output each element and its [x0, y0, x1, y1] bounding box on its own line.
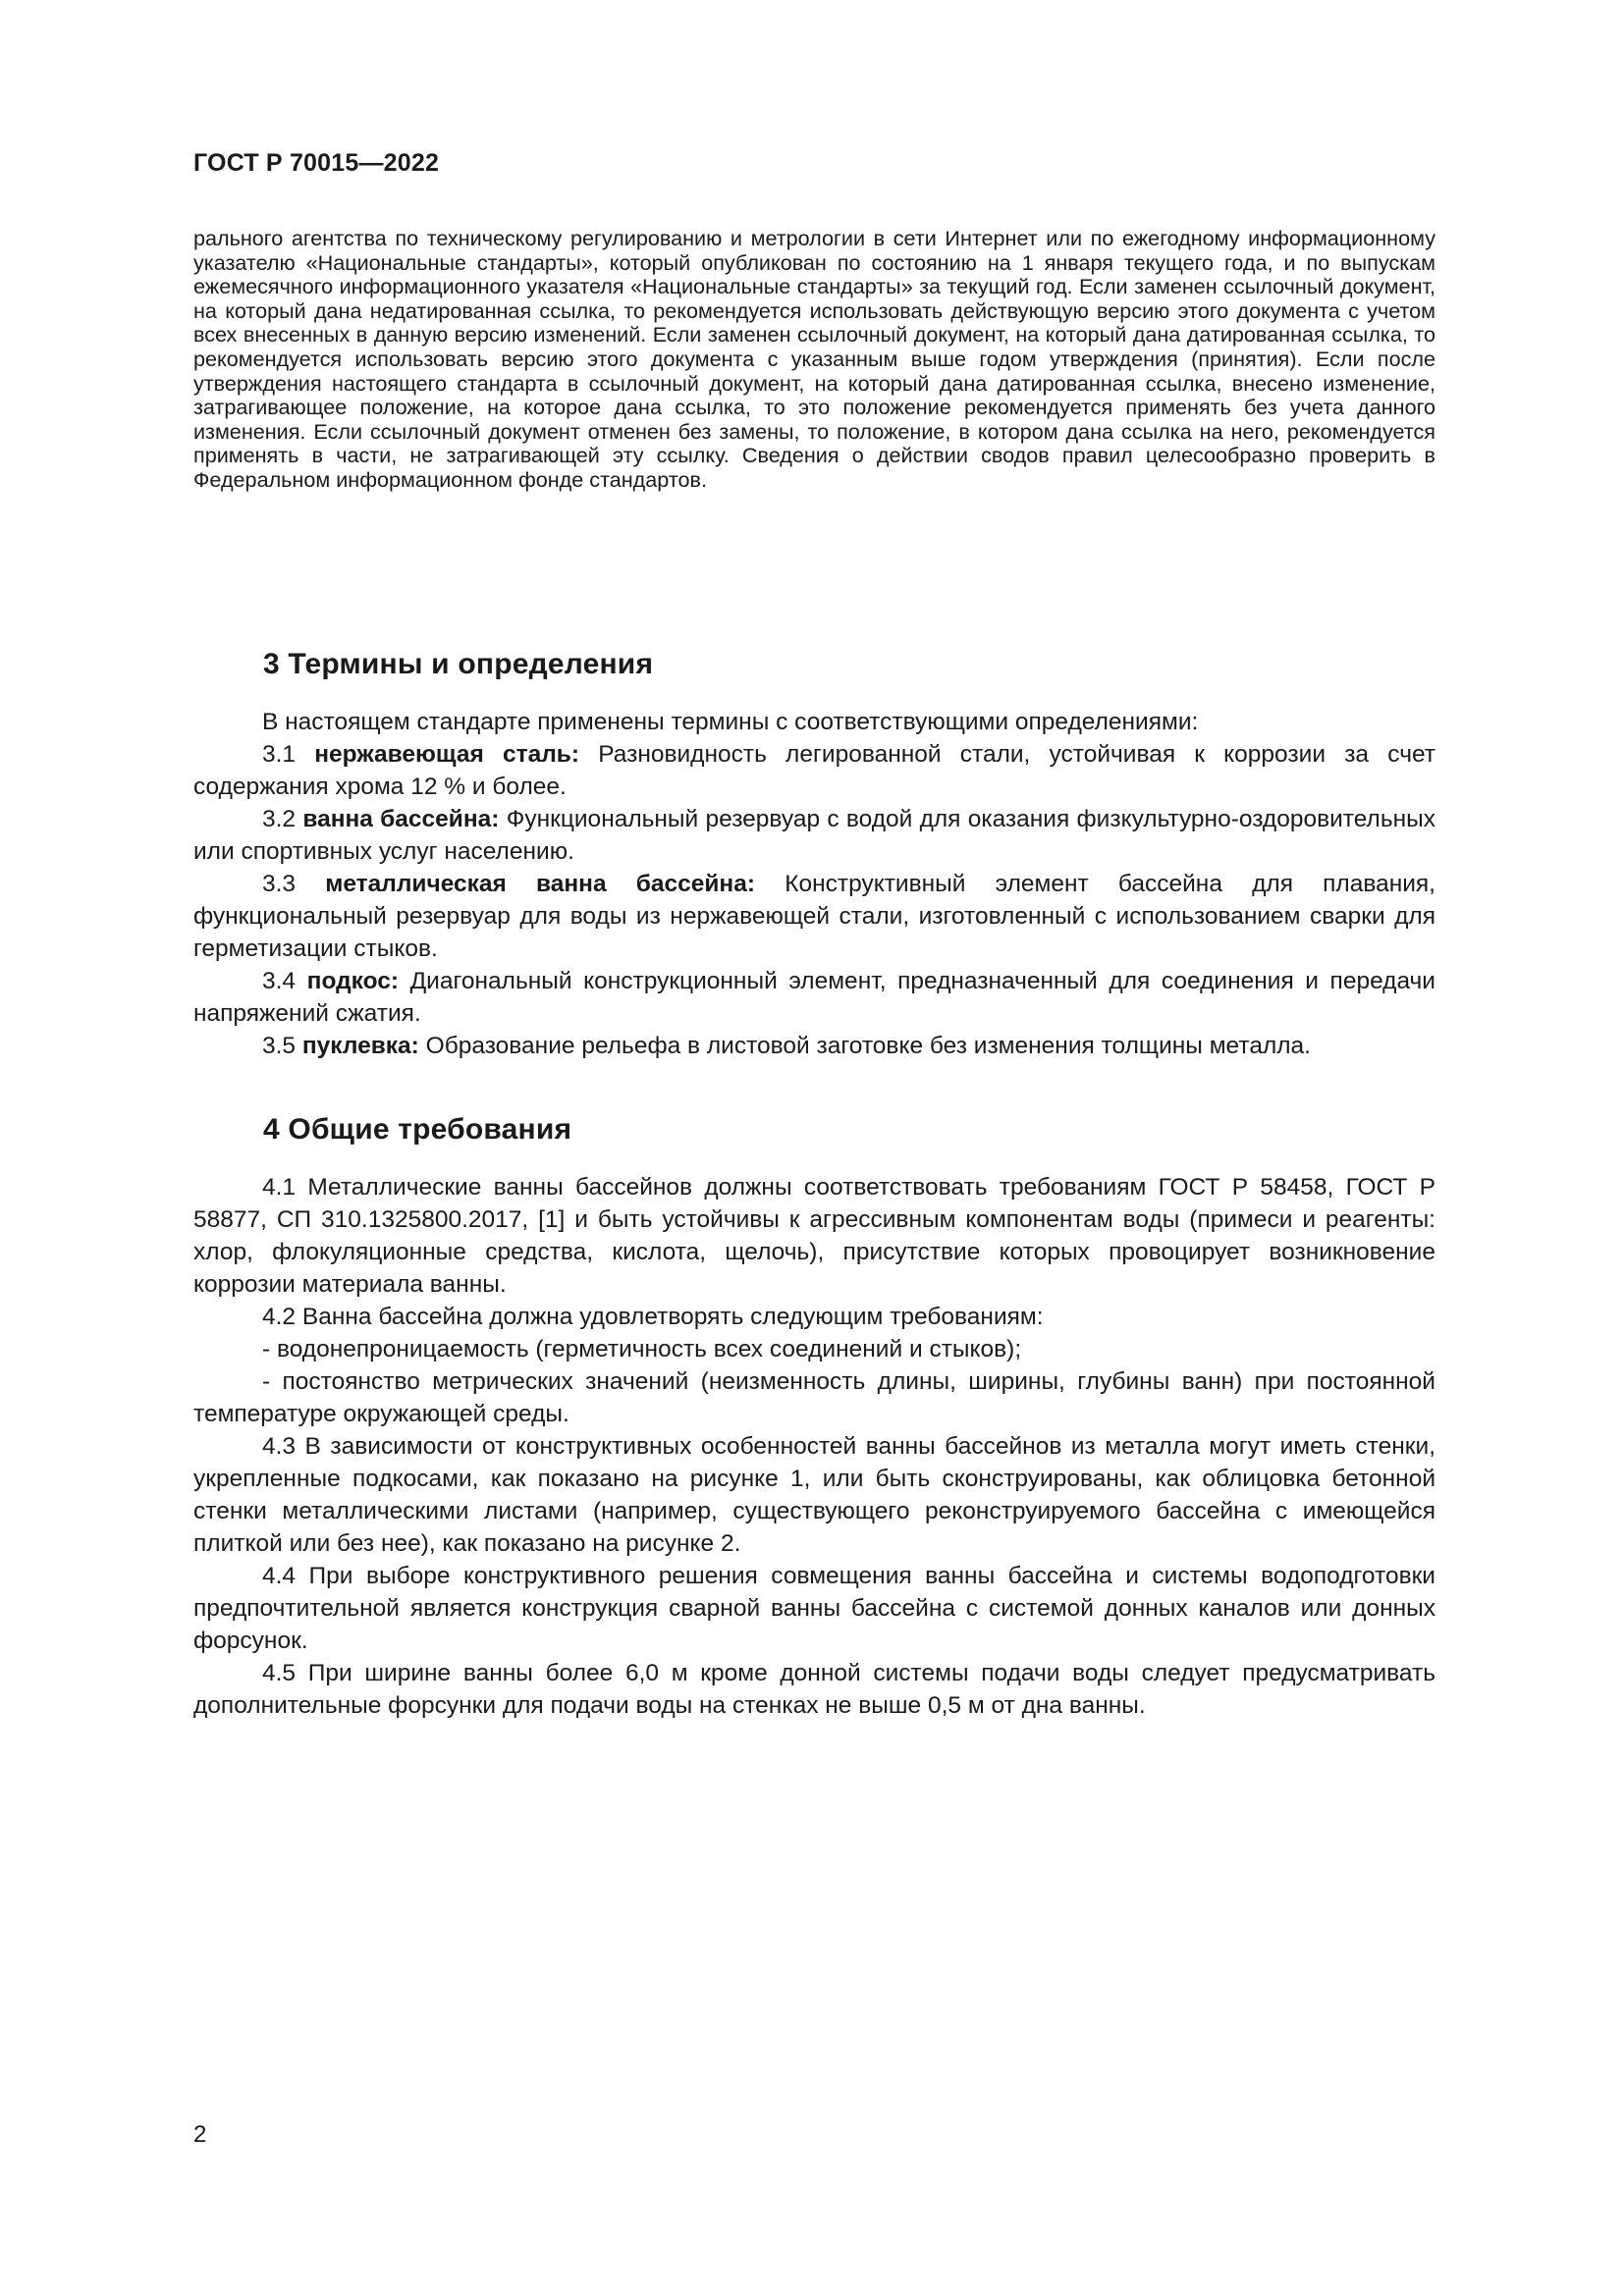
section-3-intro: В настоящем стандарте применены термины с соответствующими определениями:	[262, 709, 1199, 735]
term-3-1	[193, 738, 1435, 803]
term-definition: Конструктивный элемент бассейна для плавания, функциональный резервуар для воды из нержавеющей стали, изготовленный с использованием сварки для герметизации стыков.	[193, 871, 1435, 962]
term-number: 3.5	[262, 1033, 297, 1059]
paragraph-4-5: 4.5 При ширине ванны более 6,0 м кроме донной системы подачи воды следует предусматривать дополнительные форсунки для подачи воды на стенках не выше 0,5 м от дна ванны.	[193, 1660, 1435, 1719]
paragraph-4-2: 4.2 Ванна бассейна должна удовлетворять следующим требованиям:	[262, 1304, 1044, 1330]
term-number: 3.4	[262, 968, 297, 994]
list-item-metric-constancy: - постоянство метрических значений (неизменность длины, ширины, глубины ванн) при постоянной температуре окружающей среды.	[193, 1368, 1435, 1427]
section-3-body	[193, 706, 1435, 1062]
paragraph-4-3: 4.3 В зависимости от конструктивных особенностей ванны бассейнов из металла могут иметь стенки, укрепленные подкосами, как показано на рисунке 1, или быть сконструированы, как облицовка бетонной стенки металлическими листами (например, существующего реконструируемого бассейна с имеющейся плиткой или без нее), как показано на рисунке 2.	[193, 1433, 1435, 1557]
paragraph-4-1: 4.1 Металлические ванны бассейнов должны соответствовать требованиям ГОСТ Р 58458, ГОСТ Р 58877, СП 310.1325800.2017, [1] и быть устойчивы к агрессивным компонентам воды (примеси и реагенты: хлор, флокуляционные средства, кислота, щелочь), присутствие которых провоцирует возникновение коррозии материала ванны.	[193, 1174, 1435, 1298]
term-name: ванна бассейна:	[302, 806, 500, 832]
page-number: 2	[193, 2121, 207, 2148]
list-item-watertightness: - водонепроницаемость (герметичность всех соединений и стыков);	[262, 1336, 1022, 1362]
term-number: 3.2	[262, 806, 297, 832]
document-header: ГОСТ Р 70015—2022	[193, 149, 440, 177]
term-definition: Функциональный резервуар с водой для оказания физкультурно-оздоровительных или спортивных услуг населению.	[193, 806, 1435, 865]
term-number: 3.3	[262, 871, 297, 897]
term-definition: Разновидность легированной стали, устойчивая к коррозии за счет содержания хрома 12 % и более.	[193, 741, 1436, 800]
term-name: подкос:	[306, 968, 399, 994]
term-3-5	[193, 1030, 1435, 1062]
term-name: нержавеющая сталь:	[314, 741, 580, 768]
continuation-paragraph	[193, 227, 1435, 493]
section-3-title: 3 Термины и определения	[263, 648, 654, 680]
section-4-body	[193, 1171, 1435, 1722]
section-4-title: 4 Общие требования	[263, 1113, 572, 1146]
term-name: пуклевка:	[301, 1033, 419, 1059]
continuation-text: рального агентства по техническому регулированию и метрологии в сети Интернет или по ежегодному информационному указателю «Национальные стандарты», который опубликован по состоянию на 1 января текущего года, и по выпускам ежемесячного информационного указателя «Национальные стандарты» за текущий год. Если заменен ссылочный документ, на который дана недатированная ссылка, то рекомендуется использовать действующую версию этого документа с учетом всех внесенных в данную версию изменений. Если заменен ссылочный документ, на который дана датированная ссылка, то рекомендуется использовать версию этого документа с указанным выше годом утверждения (принятия). Если после утверждения настоящего стандарта в ссылочный документ, на который дана датированная ссылка, внесено изменение, затрагивающее положение, на которое дана ссылка, то это положение рекомендуется применять без учета данного изменения. Если ссылочный документ отменен без замены, то положение, в котором дана ссылка на него, рекомендуется применять в части, не затрагивающей эту ссылку. Сведения о действии сводов правил целесообразно проверить в Федеральном информационном фонде стандартов.	[193, 226, 1435, 492]
term-name: металлическая ванна бассейна:	[325, 871, 756, 897]
term-3-3	[193, 868, 1435, 965]
paragraph-4-4: 4.4 При выборе конструктивного решения совмещения ванны бассейна и системы водоподготовки предпочтительной является конструкция сварной ванны бассейна с системой донных каналов или донных форсунок.	[193, 1563, 1435, 1654]
term-definition: Диагональный конструкционный элемент, предназначенный для соединения и передачи напряжений сжатия.	[193, 968, 1435, 1027]
term-definition: Образование рельефа в листовой заготовке без изменения толщины металла.	[425, 1033, 1311, 1059]
term-3-4	[193, 965, 1435, 1030]
term-number: 3.1	[262, 741, 297, 768]
term-3-2	[193, 803, 1435, 868]
